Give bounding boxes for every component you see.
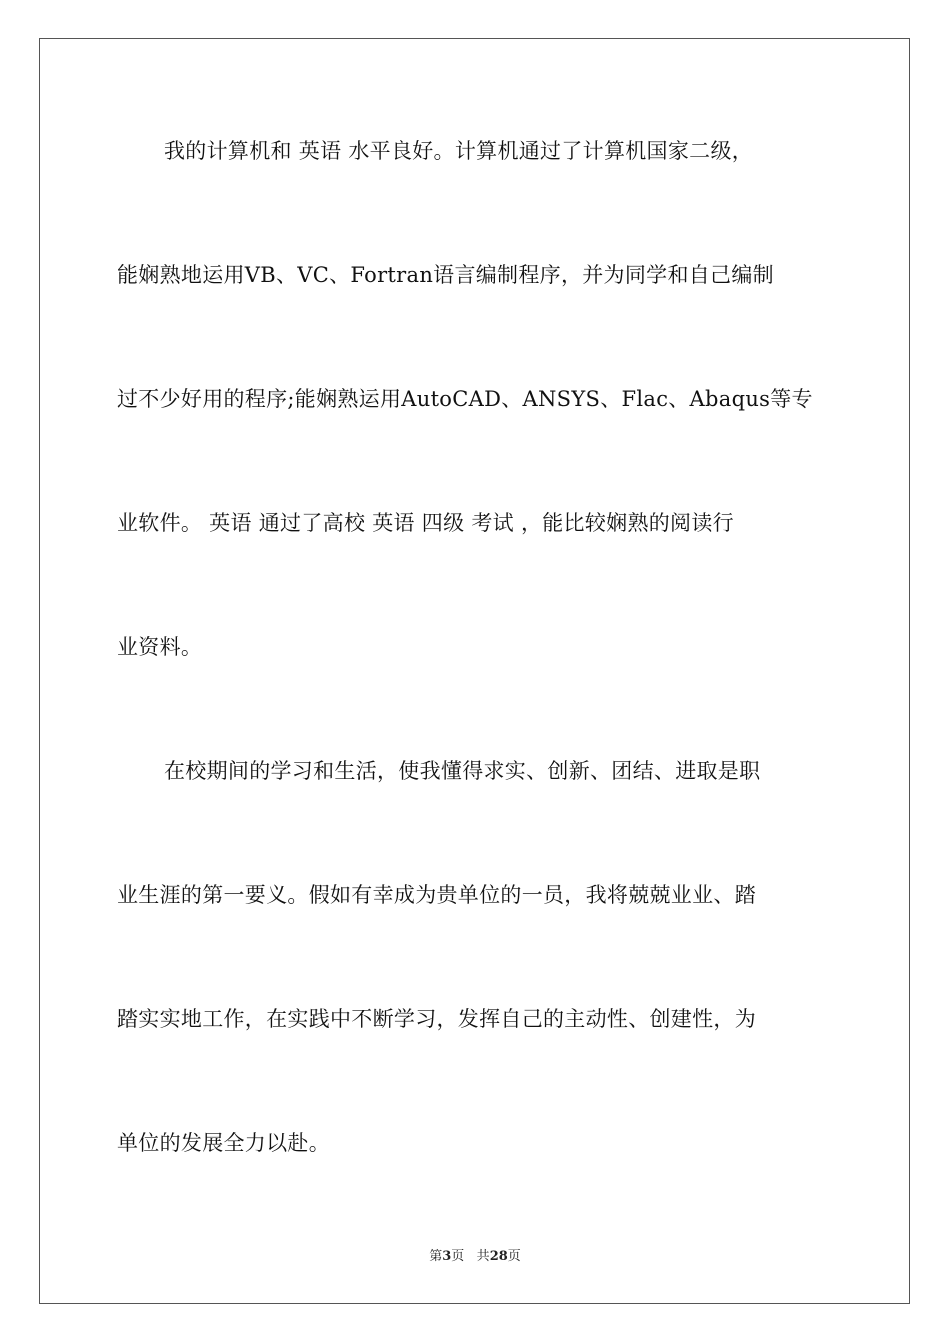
footer-total-suffix: 页 [507,1249,521,1264]
footer-total-pages: 28 [489,1249,508,1264]
page-footer [0,1248,950,1266]
body-line-6: 在校期间的学习和生活，使我懂得求实、创新、团结、进取是职 [164,759,761,783]
footer-page-prefix: 第 [429,1249,443,1264]
body-line-1: 我的计算机和 英语 水平良好。计算机通过了计算机国家二级， [164,139,754,163]
body-line-2: 能娴熟地运用VB、VC、Fortran语言编制程序，并为同学和自己编制 [117,263,774,287]
body-line-8: 踏实实地工作，在实践中不断学习，发挥自己的主动性、创建性，为 [117,1007,756,1031]
body-line-3: 过不少好用的程序;能娴熟运用AutoCAD、ANSYS、Flac、Abaqus等专 [117,387,813,411]
body-line-7: 业生涯的第一要义。假如有幸成为贵单位的一员，我将兢兢业业、踏 [117,883,756,907]
footer-page-suffix: 页 [451,1249,465,1264]
page-frame [39,38,910,1304]
body-line-5: 业资料。 [117,635,203,659]
footer-total-prefix: 共 [476,1249,490,1264]
footer-page-number: 3 [442,1249,452,1264]
body-line-4: 业软件。 英语 通过了高校 英语 四级 考试 ，能比较娴熟的阅读行 [117,511,734,535]
body-line-9: 单位的发展全力以赴。 [117,1131,330,1155]
